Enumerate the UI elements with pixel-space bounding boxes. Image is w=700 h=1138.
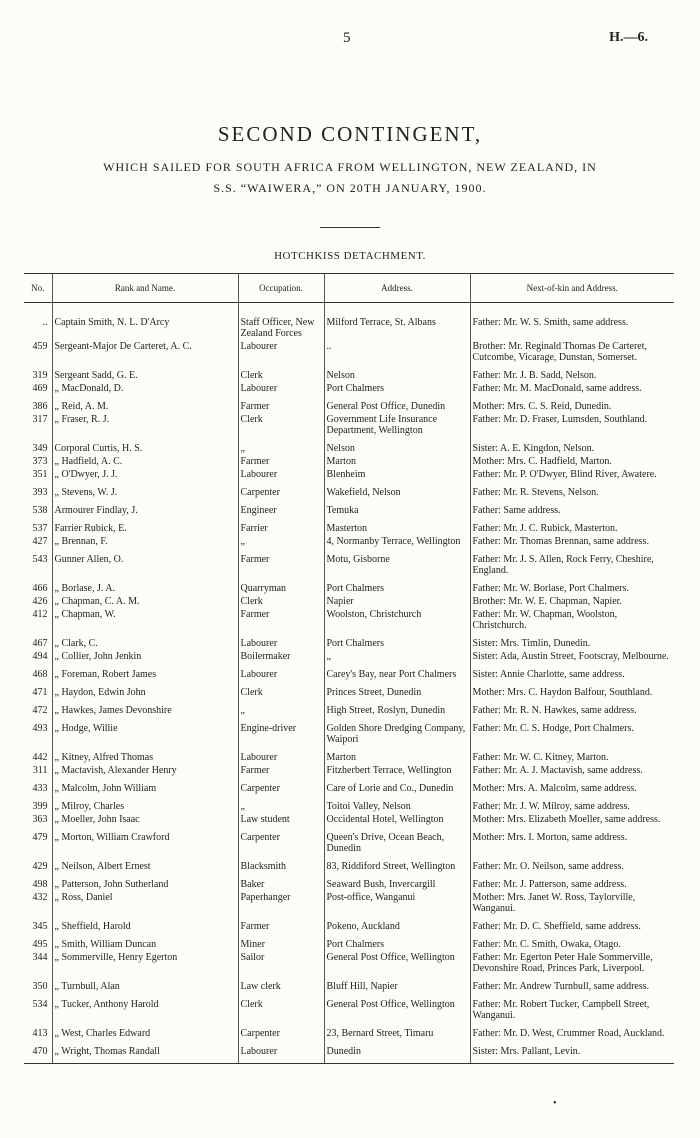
next-of-kin: Father: Mr. Egerton Peter Hale Sommerville, Devonshire Road, Princes Park, Liverpool. [470, 951, 674, 975]
occupation: „ [238, 699, 324, 717]
address: Occidental Hotel, Wellington [324, 813, 470, 826]
rank-and-name: „ Clark, C. [52, 632, 238, 650]
address: Woolston, Christchurch [324, 608, 470, 632]
rank-and-name: „ Collier, John Jenkin [52, 650, 238, 663]
table-row [24, 1040, 674, 1063]
rank-and-name: Corporal Curtis, H. S. [52, 437, 238, 455]
occupation: Clerk [238, 993, 324, 1022]
occupation: Labourer [238, 746, 324, 764]
next-of-kin: Father: Mr. J. W. Milroy, same address. [470, 795, 674, 813]
occupation: Carpenter [238, 826, 324, 855]
row-number: 495 [32, 939, 48, 950]
address: Queen's Drive, Ocean Beach, Dunedin [324, 826, 470, 855]
address: Golden Shore Dredging Company, Waipori [324, 717, 470, 746]
next-of-kin: Father: Mr. D. C. Sheffield, same address. [470, 915, 674, 933]
next-of-kin: Father: Mr. Andrew Turnbull, same address. [470, 975, 674, 993]
next-of-kin: Father: Mr. C. Smith, Owaka, Otago. [470, 933, 674, 951]
address: 23, Bernard Street, Timaru [324, 1022, 470, 1040]
rank-and-name: „ Fraser, R. J. [52, 413, 238, 437]
table-row [24, 795, 674, 813]
next-of-kin: Sister: Annie Charlotte, same address. [470, 663, 674, 681]
rank-and-name: „ Foreman, Robert James [52, 663, 238, 681]
table-row [24, 663, 674, 681]
row-number: 537 [32, 523, 48, 534]
occupation: Clerk [238, 364, 324, 382]
occupation: Labourer [238, 663, 324, 681]
address: General Post Office, Wellington [324, 993, 470, 1022]
next-of-kin: Father: Mr. W. Borlase, Port Chalmers. [470, 577, 674, 595]
table-bottom-rule [24, 1063, 674, 1064]
table-body [24, 303, 674, 1064]
subtitle-line-2: S.S. “WAIWERA,” ON 20TH JANUARY, 1900. [213, 181, 487, 195]
occupation: Farmer [238, 764, 324, 777]
occupation: Labourer [238, 632, 324, 650]
row-number: 399 [32, 801, 48, 812]
table-row [24, 437, 674, 455]
rank-and-name: „ Tucker, Anthony Harold [52, 993, 238, 1022]
next-of-kin: Father: Mr. J. B. Sadd, Nelson. [470, 364, 674, 382]
address: Fitzherbert Terrace, Wellington [324, 764, 470, 777]
occupation: Farmer [238, 608, 324, 632]
rank-and-name: „ Stevens, W. J. [52, 481, 238, 499]
table-row [24, 826, 674, 855]
next-of-kin: Mother: Mrs. C. S. Reid, Dunedin. [470, 395, 674, 413]
rank-and-name: Captain Smith, N. L. D'Arcy [52, 303, 238, 341]
rank-and-name: „ Ross, Daniel [52, 891, 238, 915]
table-row [24, 717, 674, 746]
header-address: Address. [324, 274, 470, 303]
table-row [24, 340, 674, 364]
rank-and-name: „ Chapman, C. A. M. [52, 595, 238, 608]
occupation: Carpenter [238, 1022, 324, 1040]
address: Blenheim [324, 468, 470, 481]
occupation: Labourer [238, 1040, 324, 1063]
next-of-kin: Father: Mr. W. C. Kitney, Marton. [470, 746, 674, 764]
address: Marton [324, 746, 470, 764]
next-of-kin: Father: Mr. A. J. Mactavish, same address. [470, 764, 674, 777]
address: Port Chalmers [324, 577, 470, 595]
address: Pokeno, Auckland [324, 915, 470, 933]
address: Dunedin [324, 1040, 470, 1063]
rank-and-name: Gunner Allen, O. [52, 548, 238, 577]
rank-and-name: „ Hodge, Willie [52, 717, 238, 746]
address: Masterton [324, 517, 470, 535]
next-of-kin: Father: Mr. Robert Tucker, Campbell Street, Wanganui. [470, 993, 674, 1022]
row-number: 538 [32, 505, 48, 516]
address: Nelson [324, 364, 470, 382]
occupation: Engineer [238, 499, 324, 517]
address: Wakefield, Nelson [324, 481, 470, 499]
next-of-kin: Mother: Mrs. A. Malcolm, same address. [470, 777, 674, 795]
next-of-kin: Father: Mr. J. S. Allen, Rock Ferry, Cheshire, England. [470, 548, 674, 577]
row-number: 469 [32, 383, 48, 394]
table-row [24, 746, 674, 764]
table-row [24, 577, 674, 595]
header-number: No. [24, 274, 52, 303]
occupation: „ [238, 795, 324, 813]
address: Post-office, Wanganui [324, 891, 470, 915]
address: High Street, Roslyn, Dunedin [324, 699, 470, 717]
table-row [24, 1022, 674, 1040]
row-number: 311 [32, 765, 48, 776]
row-number: 345 [32, 921, 48, 932]
occupation: Farmer [238, 455, 324, 468]
address: General Post Office, Wellington [324, 951, 470, 975]
row-number: 543 [32, 554, 48, 565]
address: Marton [324, 455, 470, 468]
table-row [24, 855, 674, 873]
occupation: Sailor [238, 951, 324, 975]
row-number: .. [42, 317, 48, 328]
page-number: 5 [343, 30, 351, 46]
rank-and-name: „ Brennan, F. [52, 535, 238, 548]
occupation: Carpenter [238, 777, 324, 795]
next-of-kin: Father: Mr. P. O'Dwyer, Blind River, Awatere. [470, 468, 674, 481]
row-number: 498 [32, 879, 48, 890]
row-number: 442 [32, 752, 48, 763]
next-of-kin: Mother: Mrs. C. Hadfield, Marton. [470, 455, 674, 468]
occupation: Baker [238, 873, 324, 891]
table-header-row [24, 274, 674, 303]
table-row [24, 650, 674, 663]
address: Carey's Bay, near Port Chalmers [324, 663, 470, 681]
address: Bluff Hill, Napier [324, 975, 470, 993]
table-row [24, 813, 674, 826]
row-number: 466 [32, 583, 48, 594]
next-of-kin: Sister: Mrs. Timlin, Dunedin. [470, 632, 674, 650]
rank-and-name: „ Neilson, Albert Ernest [52, 855, 238, 873]
next-of-kin: Father: Mr. C. S. Hodge, Port Chalmers. [470, 717, 674, 746]
table-row [24, 873, 674, 891]
table-row [24, 364, 674, 382]
row-number: 433 [32, 783, 48, 794]
row-number: 344 [32, 952, 48, 963]
address: Temuka [324, 499, 470, 517]
occupation: Staff Officer, New Zealand Forces [238, 303, 324, 341]
next-of-kin: Father: Mr. O. Neilson, same address. [470, 855, 674, 873]
row-number: 479 [32, 832, 48, 843]
row-number: 427 [32, 536, 48, 547]
rank-and-name: „ Sheffield, Harold [52, 915, 238, 933]
next-of-kin: Mother: Mrs. I. Morton, same address. [470, 826, 674, 855]
row-number: 534 [32, 999, 48, 1010]
rank-and-name: „ O'Dwyer, J. J. [52, 468, 238, 481]
rank-and-name: „ Chapman, W. [52, 608, 238, 632]
row-number: 470 [32, 1046, 48, 1057]
row-number: 494 [32, 651, 48, 662]
rank-and-name: Armourer Findlay, J. [52, 499, 238, 517]
occupation: „ [238, 437, 324, 455]
address: „ [324, 650, 470, 663]
address: Milford Terrace, St. Albans [324, 303, 470, 341]
address: Napier [324, 595, 470, 608]
row-number: 363 [32, 814, 48, 825]
table-row [24, 933, 674, 951]
rank-and-name: „ Morton, William Crawford [52, 826, 238, 855]
table-row [24, 777, 674, 795]
rank-and-name: „ Mactavish, Alexander Henry [52, 764, 238, 777]
next-of-kin: Mother: Mrs. Janet W. Ross, Taylorville, Wanganui. [470, 891, 674, 915]
rank-and-name: Farrier Rubick, E. [52, 517, 238, 535]
footer-mark: • [553, 1098, 557, 1109]
occupation: Farrier [238, 517, 324, 535]
rank-and-name: „ Hawkes, James Devonshire [52, 699, 238, 717]
address: .. [324, 340, 470, 364]
table-row [24, 764, 674, 777]
rank-and-name: Sergeant Sadd, G. E. [52, 364, 238, 382]
row-number: 493 [32, 723, 48, 734]
rank-and-name: „ Borlase, J. A. [52, 577, 238, 595]
header-next-of-kin: Next-of-kin and Address. [470, 274, 674, 303]
rank-and-name: „ Milroy, Charles [52, 795, 238, 813]
rank-and-name: „ Reid, A. M. [52, 395, 238, 413]
row-number: 386 [32, 401, 48, 412]
occupation: Clerk [238, 413, 324, 437]
table-row [24, 499, 674, 517]
rank-and-name: „ Haydon, Edwin John [52, 681, 238, 699]
next-of-kin: Father: Mr. D. West, Crummer Road, Auckland. [470, 1022, 674, 1040]
header-rank-name: Rank and Name. [52, 274, 238, 303]
next-of-kin: Father: Mr. R. Stevens, Nelson. [470, 481, 674, 499]
table-row [24, 303, 674, 341]
table-row [24, 468, 674, 481]
occupation: Engine-driver [238, 717, 324, 746]
occupation: Labourer [238, 340, 324, 364]
occupation: Farmer [238, 548, 324, 577]
table-row [24, 517, 674, 535]
row-number: 373 [32, 456, 48, 467]
rank-and-name: „ Wright, Thomas Randall [52, 1040, 238, 1063]
address: Toitoi Valley, Nelson [324, 795, 470, 813]
next-of-kin: Mother: Mrs. Elizabeth Moeller, same address. [470, 813, 674, 826]
rank-and-name: „ Turnbull, Alan [52, 975, 238, 993]
rank-and-name: Sergeant-Major De Carteret, A. C. [52, 340, 238, 364]
table-row [24, 915, 674, 933]
header-occupation: Occupation. [238, 274, 324, 303]
table-row [24, 382, 674, 395]
table-row [24, 681, 674, 699]
next-of-kin: Brother: Mr. Reginald Thomas De Carteret, Cutcombe, Vicarage, Dunstan, Somerset. [470, 340, 674, 364]
rank-and-name: „ Patterson, John Sutherland [52, 873, 238, 891]
row-number: 393 [32, 487, 48, 498]
next-of-kin: Father: Mr. W. Chapman, Woolston, Christchurch. [470, 608, 674, 632]
rank-and-name: „ Hadfield, A. C. [52, 455, 238, 468]
address: General Post Office, Dunedin [324, 395, 470, 413]
next-of-kin: Father: Mr. D. Fraser, Lumsden, Southland. [470, 413, 674, 437]
occupation: Labourer [238, 382, 324, 395]
divider [320, 227, 380, 228]
occupation: Quarryman [238, 577, 324, 595]
table-row [24, 455, 674, 468]
rank-and-name: „ Sommerville, Henry Egerton [52, 951, 238, 975]
row-number: 468 [32, 669, 48, 680]
address: 83, Riddiford Street, Wellington [324, 855, 470, 873]
next-of-kin: Father: Mr. J. Patterson, same address. [470, 873, 674, 891]
address: Seaward Bush, Invercargill [324, 873, 470, 891]
next-of-kin: Mother: Mrs. C. Haydon Balfour, Southland. [470, 681, 674, 699]
address: Care of Lorie and Co., Dunedin [324, 777, 470, 795]
table-row [24, 395, 674, 413]
row-number: 319 [32, 370, 48, 381]
section-title: HOTCHKISS DETACHMENT. [274, 250, 426, 262]
rank-and-name: „ West, Charles Edward [52, 1022, 238, 1040]
table-row [24, 993, 674, 1022]
next-of-kin: Sister: Mrs. Pallant, Levin. [470, 1040, 674, 1063]
next-of-kin: Father: Mr. M. MacDonald, same address. [470, 382, 674, 395]
table-row [24, 632, 674, 650]
row-number: 471 [32, 687, 48, 698]
row-number: 351 [32, 469, 48, 480]
table-row [24, 975, 674, 993]
row-number: 413 [32, 1028, 48, 1039]
table-row [24, 891, 674, 915]
occupation: Miner [238, 933, 324, 951]
row-number: 429 [32, 861, 48, 872]
next-of-kin: Father: Mr. Thomas Brennan, same address. [470, 535, 674, 548]
rank-and-name: „ MacDonald, D. [52, 382, 238, 395]
row-number: 349 [32, 443, 48, 454]
table-row [24, 481, 674, 499]
row-number: 472 [32, 705, 48, 716]
subtitle-line-1: WHICH SAILED FOR SOUTH AFRICA FROM WELLINGTON, NEW ZEALAND, IN [103, 160, 597, 174]
occupation: Law student [238, 813, 324, 826]
occupation: Labourer [238, 468, 324, 481]
document-reference: H.—6. [609, 30, 648, 45]
address: Princes Street, Dunedin [324, 681, 470, 699]
page-title: SECOND CONTINGENT, [217, 122, 483, 146]
occupation: „ [238, 535, 324, 548]
rank-and-name: „ Moeller, John Isaac [52, 813, 238, 826]
occupation: Carpenter [238, 481, 324, 499]
occupation: Paperhanger [238, 891, 324, 915]
occupation: Farmer [238, 915, 324, 933]
roster-table [24, 273, 674, 1064]
row-number: 317 [32, 414, 48, 425]
address: Port Chalmers [324, 382, 470, 395]
table-row [24, 951, 674, 975]
next-of-kin: Sister: A. E. Kingdon, Nelson. [470, 437, 674, 455]
occupation: Boilermaker [238, 650, 324, 663]
occupation: Clerk [238, 595, 324, 608]
next-of-kin: Father: Mr. W. S. Smith, same address. [470, 303, 674, 341]
next-of-kin: Sister: Ada, Austin Street, Footscray, Melbourne. [470, 650, 674, 663]
occupation: Blacksmith [238, 855, 324, 873]
occupation: Clerk [238, 681, 324, 699]
rank-and-name: „ Kitney, Alfred Thomas [52, 746, 238, 764]
occupation: Farmer [238, 395, 324, 413]
row-number: 467 [32, 638, 48, 649]
table-row [24, 548, 674, 577]
next-of-kin: Father: Mr. R. N. Hawkes, same address. [470, 699, 674, 717]
table-row [24, 535, 674, 548]
table-row [24, 413, 674, 437]
table-row [24, 699, 674, 717]
address: Port Chalmers [324, 632, 470, 650]
row-number: 459 [32, 341, 48, 352]
table-row [24, 595, 674, 608]
row-number: 412 [32, 609, 48, 620]
rank-and-name: „ Malcolm, John William [52, 777, 238, 795]
next-of-kin: Father: Same address. [470, 499, 674, 517]
address: Motu, Gisborne [324, 548, 470, 577]
address: Government Life Insurance Department, Wellington [324, 413, 470, 437]
row-number: 426 [32, 596, 48, 607]
rank-and-name: „ Smith, William Duncan [52, 933, 238, 951]
address: Port Chalmers [324, 933, 470, 951]
row-number: 350 [32, 981, 48, 992]
table-row [24, 608, 674, 632]
row-number: 432 [32, 892, 48, 903]
occupation: Law clerk [238, 975, 324, 993]
address: 4, Normanby Terrace, Wellington [324, 535, 470, 548]
next-of-kin: Father: Mr. J. C. Rubick, Masterton. [470, 517, 674, 535]
next-of-kin: Brother: Mr. W. E. Chapman, Napier. [470, 595, 674, 608]
address: Nelson [324, 437, 470, 455]
